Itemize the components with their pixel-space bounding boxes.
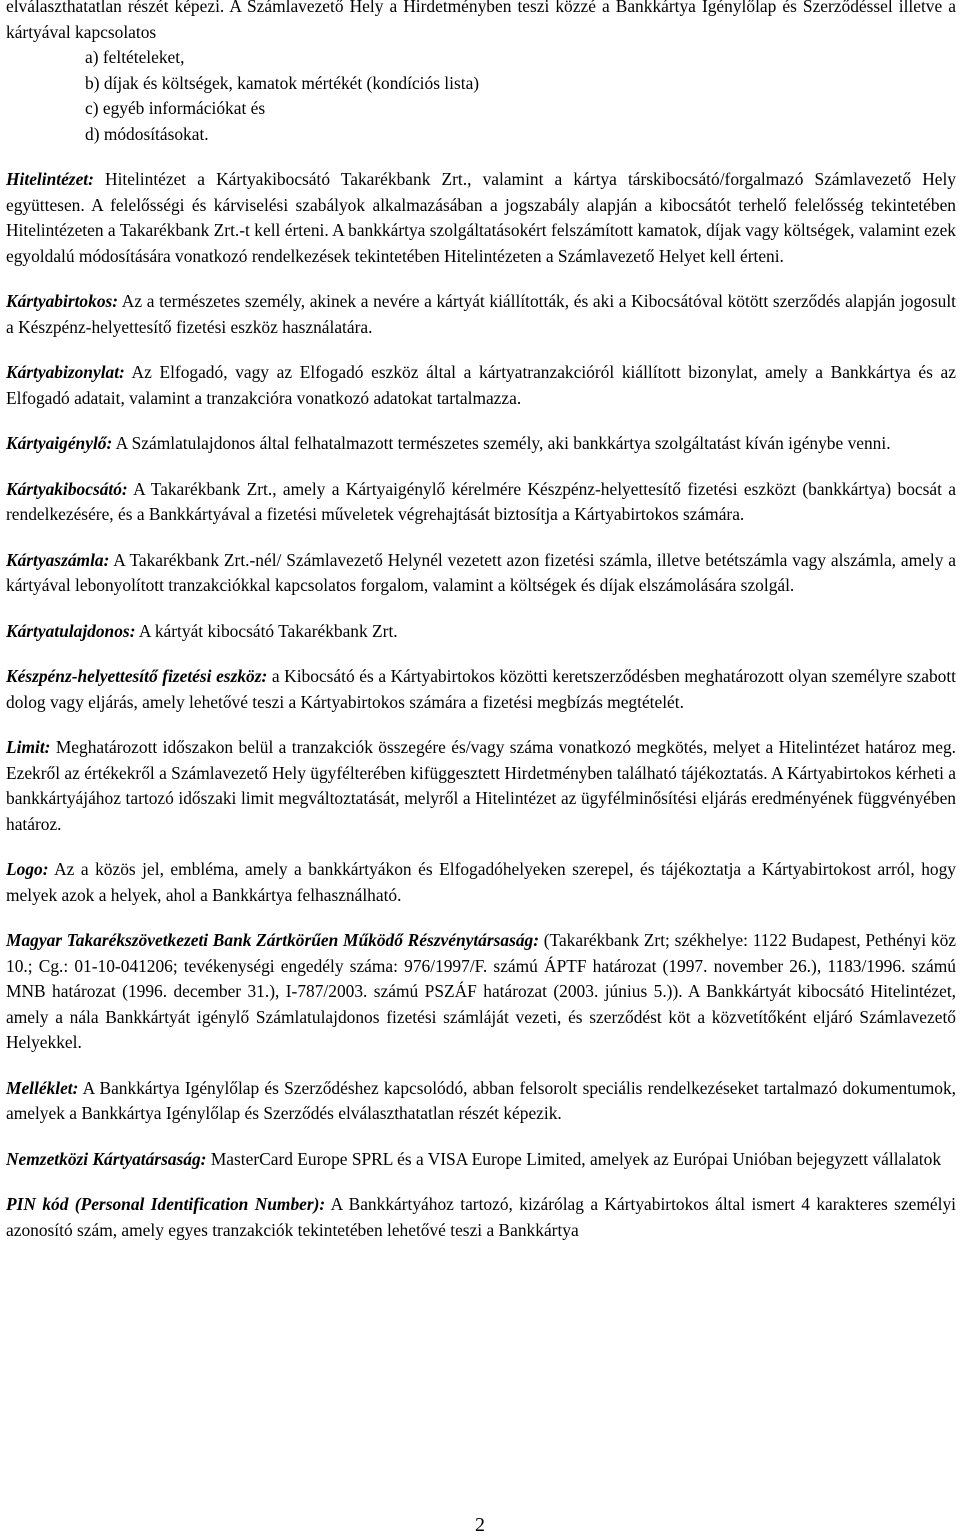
definition-kartyaigenylo bbox=[6, 431, 956, 457]
definition-text: A Takarékbank Zrt.-nél/ Számlavezető Helynél vezetett azon fizetési számla, illetve betétszámla vagy alszámla, amely a kártyával lebonyolított tranzakciókkal kapcsolatos forgalom, valamint a költségek és díjak elszámolására szolgál. bbox=[6, 549, 956, 595]
definition-limit bbox=[6, 735, 956, 837]
definition-term: Melléklet: bbox=[6, 1077, 79, 1098]
list-item-d: d) módosításokat. bbox=[85, 123, 209, 144]
definition-text: (Takarékbank Zrt; székhelye: 1122 Budapest, Pethényi köz 10.; Cg.: 01-10-041206; tevékenységi engedély száma: 976/1997/F. számú ÁPTF határozat (1997. november 26.), 1183/1996. számú MNB határozat (1996. december 31.), I-787/2003. számú PSZÁF határozat (2003. június 5.)). A Bankkártyát kibocsátó Hitelintézet, amely a nála Bankkártyát igénylő Számlatulajdonos fizetési számláját vezeti, és szerződést köt a közvetítőként eljáró Számlavezető Helyekkel. bbox=[6, 930, 956, 1052]
list-item-a: a) feltételeket, bbox=[85, 47, 185, 67]
definition-term: Kártyakibocsátó: bbox=[6, 478, 128, 499]
definition-term: Limit: bbox=[6, 737, 51, 757]
definition-text: A Takarékbank Zrt., amely a Kártyaigénylő kérelmére Készpénz-helyettesítő fizetési eszközt (bankkártya) bocsát a rendelkezésére, és a Bankkártyával a fizetési műveletek végrehajtását biztosítja a Kártyabirtokos számára. bbox=[6, 478, 956, 524]
definition-kartyaszamla bbox=[6, 548, 956, 599]
definition-kartyakibocsato bbox=[6, 477, 956, 528]
intro-paragraph: elválaszthatatlan részét képezi. A Számlavezető Hely a Hirdetményben teszi közzé a Bankkártya Igénylőlap és Szerződéssel illetve a kártyával kapcsolatos bbox=[6, 0, 956, 42]
definition-text: A Számlatulajdonos által felhatalmazott természetes személy, aki bankkártya szolgáltatást kíván igénybe venni. bbox=[112, 433, 891, 453]
definition-pin-kod bbox=[6, 1192, 956, 1243]
definition-hitelintezet bbox=[6, 167, 956, 269]
document-page bbox=[6, 0, 956, 1243]
definition-takarekbank bbox=[6, 928, 956, 1056]
intro-list bbox=[6, 45, 956, 147]
definition-text: A kártyát kibocsátó Takarékbank Zrt. bbox=[135, 620, 398, 641]
definition-term: Hitelintézet: bbox=[6, 169, 94, 189]
definition-text: A Bankkártyához tartozó, kizárólag a Kártyabirtokos által ismert 4 karakteres személyi azonosító szám, amely egyes tranzakciók tekintetében lehetővé teszi a Bankkártya bbox=[6, 1194, 956, 1240]
definition-melleklet bbox=[6, 1076, 956, 1127]
definition-kartyatulajdonos bbox=[6, 619, 956, 645]
definition-term: Kártyatulajdonos: bbox=[6, 620, 136, 641]
definition-text: a Kibocsátó és a Kártyabirtokos közötti keretszerződésben meghatározott olyan személyre szabott dolog vagy eljárás, amely lehetővé teszi a Kártyabirtokos számára a fizetési megbízás megtételét. bbox=[6, 666, 957, 712]
definition-keszpenz-helyettesito bbox=[6, 664, 956, 715]
definition-term: Magyar Takarékszövetkezeti Bank Zártkörűen Működő Részvénytársaság: bbox=[6, 930, 540, 950]
definition-text: Az a természetes személy, akinek a nevére a kártyát kiállították, és aki a Kibocsátóval kötött szerződés alapján jogosult a Készpénz-helyettesítő fizetési eszköz használatára. bbox=[6, 291, 956, 337]
definition-term: Kártyabirtokos: bbox=[6, 291, 119, 311]
definition-term: Kártyaszámla: bbox=[6, 549, 110, 570]
definition-text: Az Elfogadó, vagy az Elfogadó eszköz által a kártyatranzakcióról kiállított bizonylat, amely a Bankkártya és az Elfogadó adatait, valamint a tranzakcióra vonatkozó adatokat tartalmazza. bbox=[6, 362, 956, 408]
definition-term: Kártyaigénylő: bbox=[6, 433, 113, 453]
definition-text: MasterCard Europe SPRL és a VISA Europe Limited, amelyek az Európai Unióban bejegyzett vállalatok bbox=[206, 1148, 942, 1169]
definition-term: PIN kód (Personal Identification Number): bbox=[6, 1194, 326, 1214]
page-number: 2 bbox=[475, 1514, 485, 1536]
definition-text: Hitelintézet a Kártyakibocsátó Takarékbank Zrt., valamint a kártya társkibocsátó/forgalmazó Számlavezető Hely együttesen. A felelősségi és kárviselési szabályok alkalmazásában a jogszabály alapján a kibocsátót terhelő felelősség tekintetében Hitelintézeten a Takarékbank Zrt.-t kell érteni. A bankkártya szolgáltatásokért felszámított kamatok, díjak vagy költségek, valamint ezek egyoldalú módosítására vonatkozó rendelkezések tekintetében Hitelintézeten a Számlavezető Helyet kell érteni. bbox=[6, 169, 956, 266]
list-item-b: b) díjak és költségek, kamatok mértékét (kondíciós lista) bbox=[85, 72, 480, 93]
list-item-c: c) egyéb információkat és bbox=[85, 98, 266, 118]
definition-term: Logo: bbox=[6, 859, 49, 879]
definition-logo bbox=[6, 857, 956, 908]
definition-kartyabirtokos bbox=[6, 289, 956, 340]
definition-text: A Bankkártya Igénylőlap és Szerződéshez kapcsolódó, abban felsorolt speciális rendelkezéseket tartalmazó dokumentumok, amelyek a Bankkártya Igénylőlap és Szerződés elválaszthatatlan részét képezik. bbox=[6, 1077, 956, 1123]
definition-nemzetkozi-kartyatarsasag bbox=[6, 1147, 956, 1173]
definition-text: Meghatározott időszakon belül a tranzakciók összegére és/vagy száma vonatkozó megkötés, melyet a Hitelintézet határoz meg. Ezekről az értékekről a Számlavezető Hely ügyfélterében kifüggesztett Hirdetményben található tájékoztatás. A Kártyabirtokos kérheti a bankkártyájához tartozó időszaki limit megváltoztatását, melyről a Hitelintézet az ügyfélminősítési eljárás eredményének függvényében határoz. bbox=[6, 737, 956, 834]
definition-kartyabizonylat bbox=[6, 360, 956, 411]
definition-text: Az a közös jel, embléma, amely a bankkártyákon és Elfogadóhelyeken szerepel, és tájékoztatja a Kártyabirtokost arról, hogy melyek azok a helyek, ahol a Bankkártya felhasználható. bbox=[6, 859, 956, 905]
definition-term: Kártyabizonylat: bbox=[6, 362, 125, 382]
definition-term: Készpénz-helyettesítő fizetési eszköz: bbox=[6, 666, 268, 686]
definition-term: Nemzetközi Kártyatársaság: bbox=[6, 1148, 207, 1169]
